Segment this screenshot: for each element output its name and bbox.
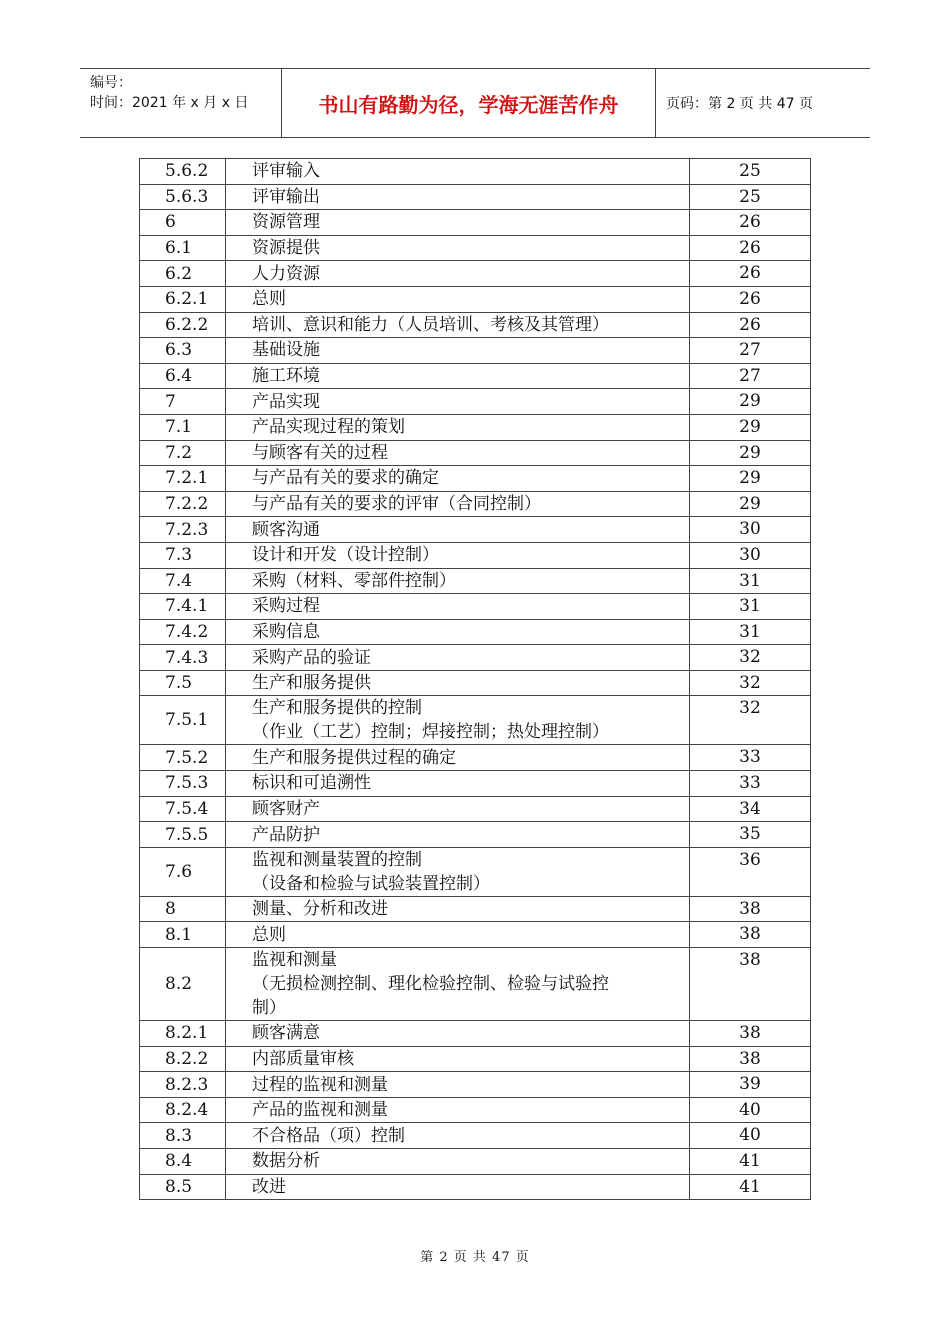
toc-section-number: 6.1 <box>140 235 226 261</box>
toc-title-line: 资源管理 <box>252 212 320 233</box>
toc-section-number: 7 <box>140 389 226 415</box>
toc-row <box>140 184 811 210</box>
toc-page-number: 26 <box>690 210 811 236</box>
toc-page-number: 30 <box>690 542 811 568</box>
toc-page-number: 30 <box>690 517 811 543</box>
toc-title-line: 培训、意识和能力（人员培训、考核及其管理） <box>252 314 609 335</box>
toc-row <box>140 696 811 745</box>
toc-section-number: 7.1 <box>140 414 226 440</box>
toc-page-number: 32 <box>690 670 811 696</box>
toc-section-title <box>226 568 690 594</box>
toc-row <box>140 619 811 645</box>
toc-section-title <box>226 948 690 1021</box>
toc-row <box>140 1097 811 1123</box>
toc-row <box>140 1123 811 1149</box>
toc-title-line: 测量、分析和改进 <box>252 899 388 920</box>
toc-row <box>140 312 811 338</box>
toc-row <box>140 922 811 948</box>
toc-title-line: 过程的监视和测量 <box>252 1074 388 1095</box>
toc-section-title <box>226 619 690 645</box>
toc-row <box>140 286 811 312</box>
toc-title-line: 与产品有关的要求的确定 <box>252 468 439 489</box>
toc-section-number: 8.2.3 <box>140 1072 226 1098</box>
toc-section-title <box>226 1046 690 1072</box>
toc-page-number: 40 <box>690 1097 811 1123</box>
toc-section-title <box>226 594 690 620</box>
toc-section-title <box>226 1174 690 1200</box>
toc-section-number: 8.3 <box>140 1123 226 1149</box>
toc-row <box>140 771 811 797</box>
page-header <box>80 68 870 138</box>
toc-section-number: 8.5 <box>140 1174 226 1200</box>
toc-row <box>140 491 811 517</box>
toc-page-number: 31 <box>690 568 811 594</box>
toc-title-line: 制） <box>252 998 286 1019</box>
toc-row <box>140 542 811 568</box>
toc-title-line: 顾客财产 <box>252 798 320 819</box>
toc-section-title <box>226 847 690 896</box>
toc-title-line: 生产和服务提供 <box>252 673 371 694</box>
toc-section-title <box>226 1149 690 1175</box>
toc-page-number: 29 <box>690 440 811 466</box>
toc-page-number: 29 <box>690 414 811 440</box>
table-of-contents <box>139 158 811 1200</box>
toc-section-number: 7.4.2 <box>140 619 226 645</box>
toc-section-number: 7.4.1 <box>140 594 226 620</box>
toc-section-number: 7.3 <box>140 542 226 568</box>
toc-title-line: 内部质量审核 <box>252 1048 354 1069</box>
toc-title-line: 产品的监视和测量 <box>252 1100 388 1121</box>
toc-page-number: 41 <box>690 1174 811 1200</box>
toc-page-number: 41 <box>690 1149 811 1175</box>
header-motto: 书山有路勤为径，学海无涯苦作舟 <box>282 69 656 137</box>
toc-row <box>140 745 811 771</box>
toc-row <box>140 594 811 620</box>
toc-row <box>140 1072 811 1098</box>
toc-row <box>140 440 811 466</box>
toc-title-line: （作业（工艺）控制；焊接控制；热处理控制） <box>252 722 609 743</box>
toc-section-title <box>226 235 690 261</box>
toc-section-title <box>226 466 690 492</box>
toc-section-number: 7.5.3 <box>140 771 226 797</box>
toc-row <box>140 670 811 696</box>
toc-page-number: 40 <box>690 1123 811 1149</box>
toc-section-number: 7.4 <box>140 568 226 594</box>
toc-page-number: 36 <box>690 847 811 896</box>
toc-title-line: 采购信息 <box>252 621 320 642</box>
toc-title-line: 监视和测量 <box>252 950 337 971</box>
toc-page-number: 26 <box>690 235 811 261</box>
toc-title-line: 施工环境 <box>252 366 320 387</box>
toc-title-line: 与产品有关的要求的评审（合同控制） <box>252 494 541 515</box>
toc-section-number: 7.2 <box>140 440 226 466</box>
toc-section-title <box>226 796 690 822</box>
toc-section-number: 6.2 <box>140 261 226 287</box>
toc-page-number: 35 <box>690 822 811 848</box>
toc-page-number: 38 <box>690 1046 811 1072</box>
toc-title-line: 采购产品的验证 <box>252 647 371 668</box>
toc-page-number: 31 <box>690 594 811 620</box>
toc-section-number: 7.5.1 <box>140 696 226 745</box>
toc-page-number: 38 <box>690 922 811 948</box>
toc-page-number: 27 <box>690 338 811 364</box>
toc-page-number: 38 <box>690 896 811 922</box>
toc-title-line: 生产和服务提供的控制 <box>252 698 422 719</box>
toc-body <box>140 159 811 1200</box>
toc-title-line: 采购过程 <box>252 596 320 617</box>
toc-section-number: 7.6 <box>140 847 226 896</box>
toc-title-line: 与顾客有关的过程 <box>252 442 388 463</box>
toc-section-title <box>226 517 690 543</box>
header-meta <box>80 69 282 137</box>
toc-section-title <box>226 159 690 185</box>
toc-row <box>140 796 811 822</box>
toc-title-line: 评审输出 <box>252 186 320 207</box>
toc-title-line: 基础设施 <box>252 340 320 361</box>
toc-page-number: 27 <box>690 363 811 389</box>
page-footer: 第 2 页 共 47 页 <box>420 1250 530 1265</box>
toc-title-line: 人力资源 <box>252 263 320 284</box>
toc-page-number: 38 <box>690 1021 811 1047</box>
toc-row <box>140 1021 811 1047</box>
toc-row <box>140 1046 811 1072</box>
toc-section-number: 8.2 <box>140 948 226 1021</box>
toc-section-title <box>226 922 690 948</box>
toc-section-number: 8.2.4 <box>140 1097 226 1123</box>
toc-section-number: 7.2.3 <box>140 517 226 543</box>
toc-section-title <box>226 414 690 440</box>
toc-row <box>140 210 811 236</box>
toc-section-title <box>226 312 690 338</box>
toc-page-number: 26 <box>690 286 811 312</box>
toc-section-title <box>226 286 690 312</box>
document-code-label: 编号： <box>90 75 132 91</box>
toc-row <box>140 645 811 671</box>
toc-title-line: 标识和可追溯性 <box>252 773 371 794</box>
toc-title-line: 产品实现 <box>252 391 320 412</box>
toc-title-line: 顾客满意 <box>252 1023 320 1044</box>
toc-page-number: 32 <box>690 645 811 671</box>
toc-title-line: 产品防护 <box>252 824 320 845</box>
toc-row <box>140 338 811 364</box>
toc-page-number: 29 <box>690 389 811 415</box>
toc-page-number: 26 <box>690 312 811 338</box>
toc-row <box>140 159 811 185</box>
toc-section-number: 6.3 <box>140 338 226 364</box>
toc-row <box>140 466 811 492</box>
toc-section-number: 8.2.1 <box>140 1021 226 1047</box>
toc-title-line: 总则 <box>252 289 286 310</box>
toc-section-title <box>226 745 690 771</box>
toc-section-title <box>226 542 690 568</box>
toc-title-line: 设计和开发（设计控制） <box>252 545 439 566</box>
toc-row <box>140 235 811 261</box>
toc-row <box>140 896 811 922</box>
toc-section-number: 6 <box>140 210 226 236</box>
toc-section-title <box>226 645 690 671</box>
toc-section-title <box>226 822 690 848</box>
toc-section-number: 7.5.4 <box>140 796 226 822</box>
toc-page-number: 38 <box>690 948 811 1021</box>
toc-section-number: 7.4.3 <box>140 645 226 671</box>
toc-section-title <box>226 363 690 389</box>
toc-title-line: 顾客沟通 <box>252 519 320 540</box>
toc-section-number: 7.2.1 <box>140 466 226 492</box>
toc-row <box>140 389 811 415</box>
toc-title-line: 监视和测量装置的控制 <box>252 849 422 870</box>
toc-title-line: 不合格品（项）控制 <box>252 1125 405 1146</box>
toc-section-number: 6.2.1 <box>140 286 226 312</box>
toc-section-number: 8.2.2 <box>140 1046 226 1072</box>
toc-title-line: 数据分析 <box>252 1151 320 1172</box>
toc-section-title <box>226 491 690 517</box>
toc-page-number: 33 <box>690 771 811 797</box>
toc-page-number: 32 <box>690 696 811 745</box>
toc-page-number: 25 <box>690 159 811 185</box>
toc-row <box>140 568 811 594</box>
toc-section-number: 8.4 <box>140 1149 226 1175</box>
toc-title-line: （设备和检验与试验装置控制） <box>252 873 490 894</box>
toc-page-number: 31 <box>690 619 811 645</box>
toc-page-number: 25 <box>690 184 811 210</box>
toc-page-number: 29 <box>690 466 811 492</box>
toc-row <box>140 517 811 543</box>
toc-section-title <box>226 896 690 922</box>
toc-row <box>140 822 811 848</box>
toc-section-number: 7.5 <box>140 670 226 696</box>
toc-section-number: 7.5.2 <box>140 745 226 771</box>
toc-title-line: 总则 <box>252 924 286 945</box>
toc-title-line: （无损检测控制、理化检验控制、检验与试验控 <box>252 974 609 995</box>
toc-section-title <box>226 261 690 287</box>
toc-row <box>140 1149 811 1175</box>
toc-section-title <box>226 389 690 415</box>
toc-row <box>140 414 811 440</box>
toc-title-line: 改进 <box>252 1176 286 1197</box>
toc-section-title <box>226 338 690 364</box>
toc-row <box>140 363 811 389</box>
header-page-info: 页码：第 2 页 共 47 页 <box>666 96 813 112</box>
toc-section-number: 6.2.2 <box>140 312 226 338</box>
toc-section-title <box>226 1072 690 1098</box>
toc-section-title <box>226 1021 690 1047</box>
toc-page-number: 34 <box>690 796 811 822</box>
toc-row <box>140 1174 811 1200</box>
toc-section-title <box>226 771 690 797</box>
toc-section-number: 7.5.5 <box>140 822 226 848</box>
toc-section-number: 8 <box>140 896 226 922</box>
toc-section-title <box>226 1097 690 1123</box>
toc-section-title <box>226 696 690 745</box>
toc-section-number: 7.2.2 <box>140 491 226 517</box>
toc-section-title <box>226 440 690 466</box>
toc-title-line: 采购（材料、零部件控制） <box>252 570 456 591</box>
toc-page-number: 29 <box>690 491 811 517</box>
document-date: 时间：2021 年 x 月 x 日 <box>90 95 249 111</box>
toc-page-number: 39 <box>690 1072 811 1098</box>
toc-page-number: 33 <box>690 745 811 771</box>
toc-title-line: 产品实现过程的策划 <box>252 417 405 438</box>
toc-section-number: 8.1 <box>140 922 226 948</box>
toc-section-title <box>226 1123 690 1149</box>
toc-section-number: 6.4 <box>140 363 226 389</box>
toc-section-number: 5.6.2 <box>140 159 226 185</box>
toc-section-title <box>226 670 690 696</box>
toc-row <box>140 847 811 896</box>
toc-page-number: 26 <box>690 261 811 287</box>
toc-section-title <box>226 184 690 210</box>
toc-section-number: 5.6.3 <box>140 184 226 210</box>
toc-title-line: 资源提供 <box>252 238 320 259</box>
toc-section-title <box>226 210 690 236</box>
toc-title-line: 评审输入 <box>252 161 320 182</box>
toc-row <box>140 261 811 287</box>
toc-row <box>140 948 811 1021</box>
toc-title-line: 生产和服务提供过程的确定 <box>252 747 456 768</box>
